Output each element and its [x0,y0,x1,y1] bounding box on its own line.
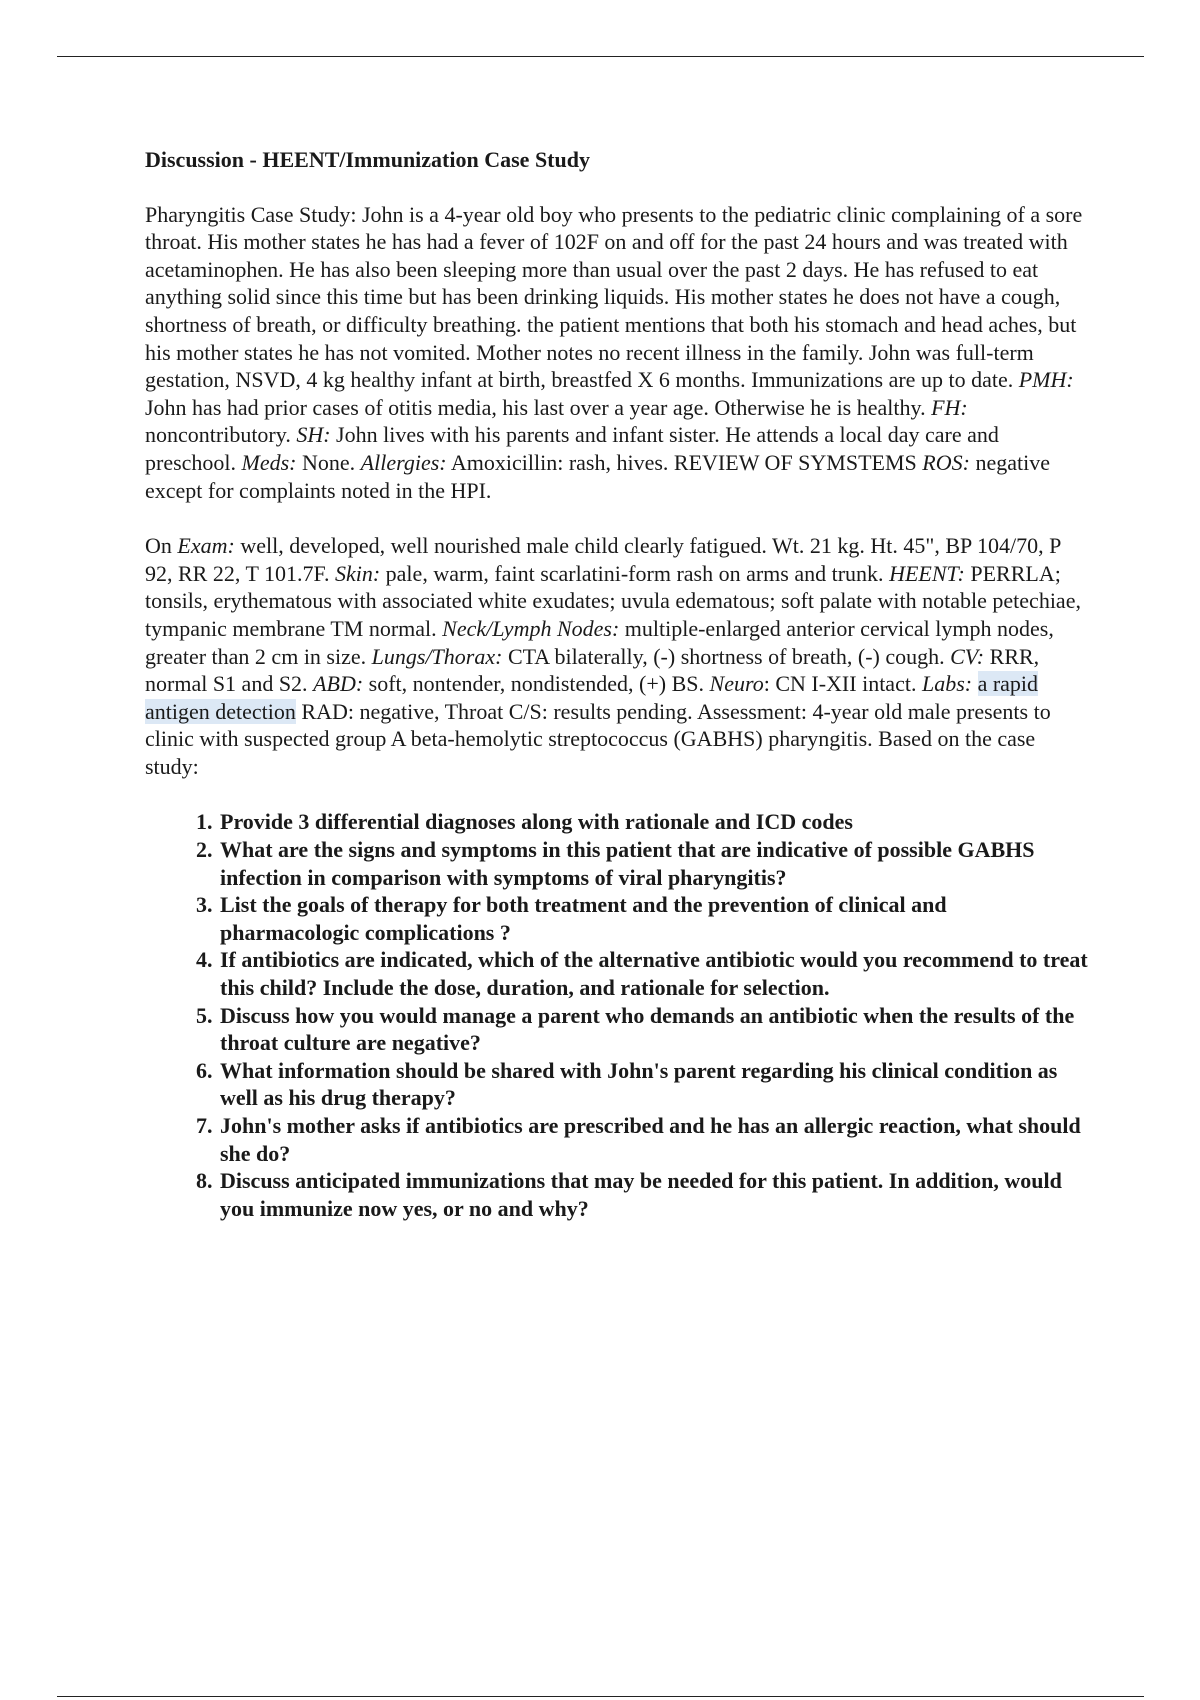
sh-label: SH: [296,422,331,448]
ros-label: ROS: [922,449,970,475]
allergies-label: Allergies: [360,449,447,475]
pmh-text: John has had prior cases of otitis media, his last over a year age. Otherwise he is healthy. [145,394,932,420]
case-intro-text: Pharyngitis Case Study: John is a 4-year old boy who presents to the pediatric clinic complaining of a sore throat. His mother states he has had a fever of 102F on and off for the past 24 hours and was treated with acetaminophen. He has also been sleeping more than usual over the past 2 days. He has refused to eat anything solid since this time but has been drinking liquids. His mother states he does not have a cough, shortness of breath, or difficulty breathing. the patient mentions that both his stomach and head aches, but his mother states he has not vomited. Mother notes no recent illness in the family. John was full-term gestation, NSVD, 4 kg healthy infant at birth, breastfed X 6 months. Immunizations are up to date. [145,201,1083,393]
meds-text: None. [296,449,361,475]
question-item: 1. Provide 3 differential diagnoses along with rationale and ICD codes [218,808,1090,836]
question-item: 8. Discuss anticipated immunizations that may be needed for this patient. In addition, would you immunize now yes, or no and why? [218,1167,1090,1222]
neck-label: Neck/Lymph Nodes: [442,615,620,641]
exam-on-text: On [145,533,178,559]
exam-text: well, developed, well nourished male child clearly fatigued. Wt. 21 kg. Ht. 45", BP 104/70, P 92, RR 22, T 101.7F. [145,533,1061,586]
highlighted-selection[interactable]: a rapid antigen detection [145,671,1039,724]
abd-label: ABD: [313,671,364,697]
neuro-text: : CN I-XII intact. [763,671,922,697]
paragraph-spacer [145,504,1090,532]
skin-label: Skin: [334,560,381,586]
page-top-rule [57,56,1144,57]
question-item: 2. What are the signs and symptoms in this patient that are indicative of possible GABHS infection in comparison with symptoms of viral pharyngitis? [218,836,1090,891]
pmh-label: PMH: [1018,367,1074,393]
exam-label: Exam: [177,533,235,559]
questions-list [145,808,1090,1222]
neuro-label: Neuro [709,671,764,697]
lungs-text: CTA bilaterally, (-) shortness of breath, (-) cough. [502,643,951,669]
document-title: Discussion - HEENT/Immunization Case Study [145,147,590,172]
question-item: 4. If antibiotics are indicated, which of the alternative antibiotic would you recommend to treat this child? Include the dose, duration, and rationale for selection. [218,946,1090,1001]
cv-label: CV: [950,643,985,669]
question-item: 7. John's mother asks if antibiotics are prescribed and he has an allergic reaction, what should she do? [218,1112,1090,1167]
lungs-label: Lungs/Thorax: [371,643,503,669]
allergies-text: Amoxicillin: rash, hives. REVIEW OF SYMSTEMS [446,449,923,475]
question-item: 6. What information should be shared with John's parent regarding his clinical condition as well as his drug therapy? [218,1057,1090,1112]
meds-label: Meds: [241,449,297,475]
labs-label: Labs: [921,671,973,697]
sh-text: John lives with his parents and infant sister. He attends a local day care and preschool. [145,422,999,475]
case-history-paragraph [145,201,1090,505]
fh-label: FH: [931,394,968,420]
document-body [145,146,1090,1222]
labs-text: RAD: negative, Throat C/S: results pending. Assessment: 4-year old male presents to clinic with suspected group A beta-hemolytic streptococcus (GABHS) pharyngitis. Based on the case study: [145,698,1051,779]
fh-text: noncontributory. [145,422,297,448]
ros-text: negative except for complaints noted in the HPI. [145,449,1050,503]
neck-text: multiple-enlarged anterior cervical lymph nodes, greater than 2 cm in size. [145,615,1054,669]
question-item: 5. Discuss how you would manage a parent who demands an antibiotic when the results of the throat culture are negative? [218,1002,1090,1057]
skin-text: pale, warm, faint scarlatini-form rash on arms and trunk. [380,560,890,586]
cv-text: RRR, normal S1 and S2. [145,643,1040,697]
page-bottom-rule [57,1696,1144,1697]
question-item: 3. List the goals of therapy for both treatment and the prevention of clinical and pharmacologic complications ? [218,891,1090,946]
heent-text: PERRLA; tonsils, erythematous with associated white exudates; uvula edematous; soft palate with notable petechiae, tympanic membrane TM normal. [145,560,1081,641]
abd-text: soft, nontender, nondistended, (+) BS. [363,671,710,697]
labs-gap [972,671,978,696]
exam-paragraph [145,532,1090,780]
heent-label: HEENT: [889,560,965,586]
